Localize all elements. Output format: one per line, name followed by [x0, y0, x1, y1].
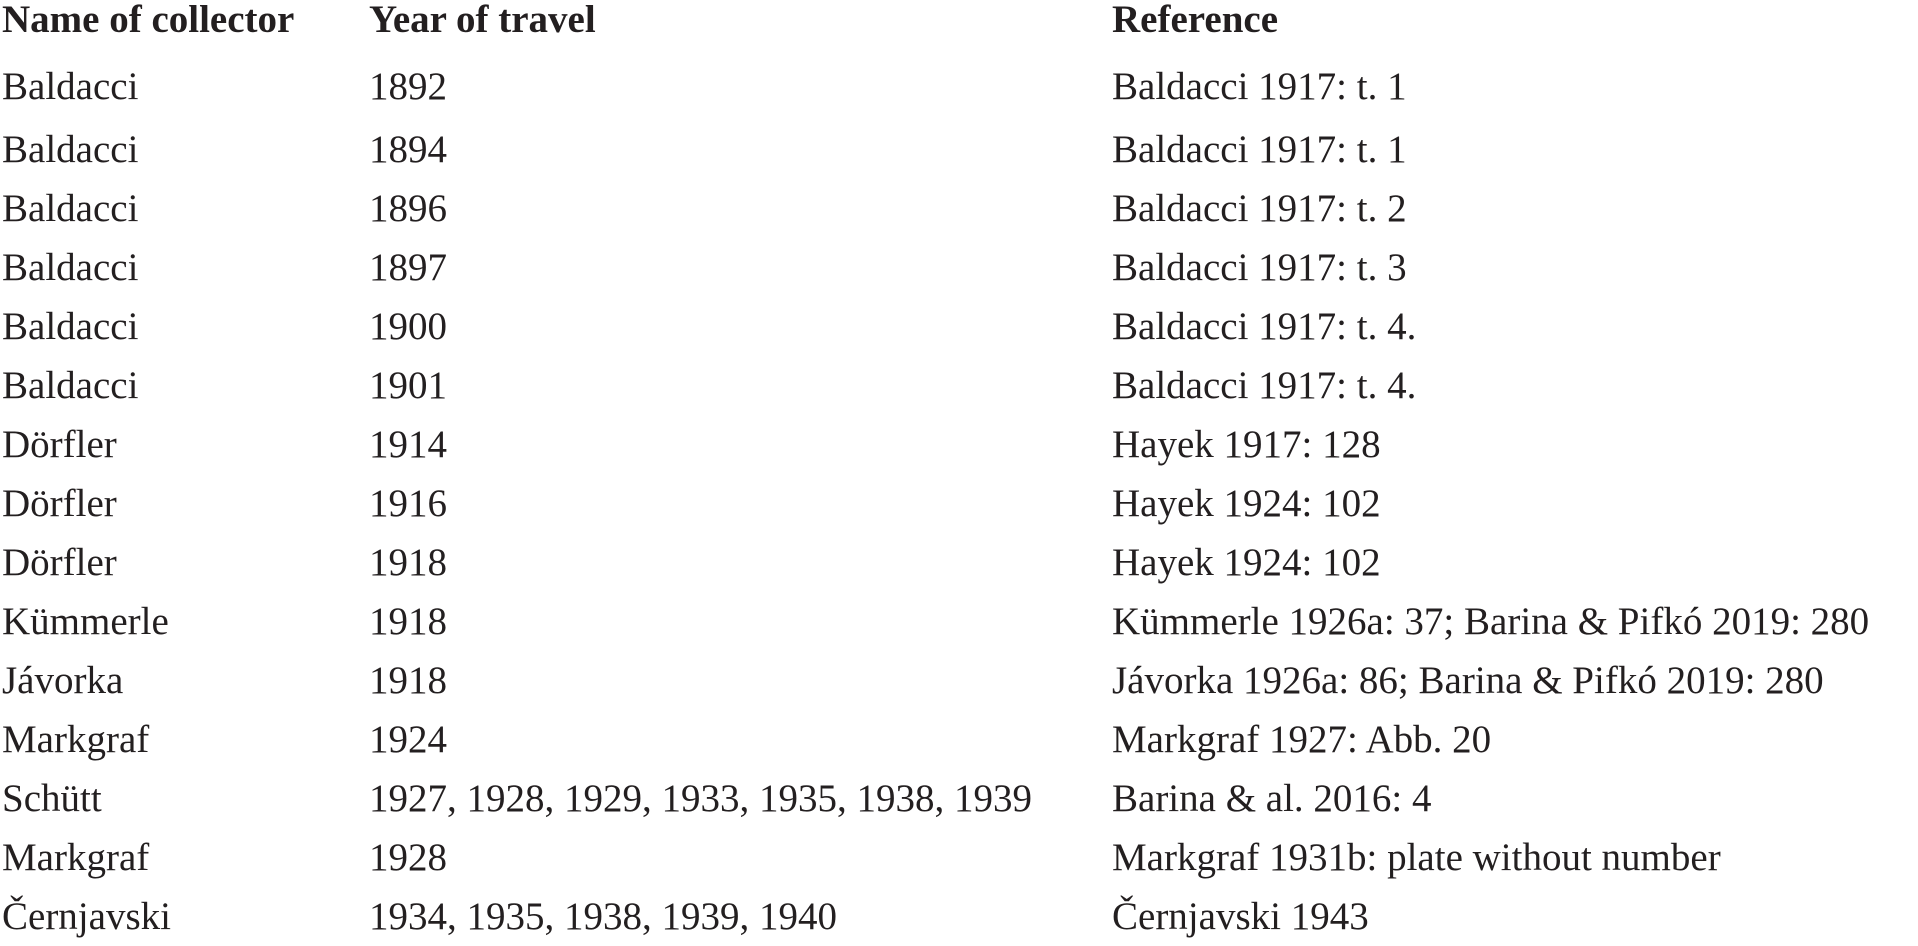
year-cell: 1894 [369, 128, 447, 171]
table-row [2, 39, 1914, 120]
year-cell: 1916 [369, 482, 447, 525]
reference-cell: Hayek 1917: 128 [1112, 423, 1381, 466]
table-row [2, 828, 1914, 887]
year-cell: 1918 [369, 659, 447, 702]
reference-cell: Černjavski 1943 [1112, 895, 1369, 938]
table-header [2, 0, 1914, 39]
reference-cell: Baldacci 1917: t. 1 [1112, 65, 1407, 108]
table-row [2, 769, 1914, 828]
reference-cell: Markgraf 1927: Abb. 20 [1112, 718, 1492, 761]
collector-cell: Markgraf [2, 836, 150, 879]
year-cell: 1901 [369, 364, 447, 407]
reference-cell: Baldacci 1917: t. 4. [1112, 305, 1417, 348]
year-cell: 1897 [369, 246, 447, 289]
reference-cell: Barina & al. 2016: 4 [1112, 777, 1432, 820]
collector-cell: Dörfler [2, 482, 117, 525]
table-row [2, 474, 1914, 533]
table-row [2, 710, 1914, 769]
reference-cell: Baldacci 1917: t. 4. [1112, 364, 1417, 407]
collector-cell: Baldacci [2, 364, 139, 407]
year-cell: 1892 [369, 65, 447, 108]
header-row [2, 0, 1914, 39]
collector-cell: Schütt [2, 777, 102, 820]
collector-cell: Jávorka [2, 659, 124, 702]
collector-cell: Baldacci [2, 128, 139, 171]
reference-cell: Hayek 1924: 102 [1112, 482, 1381, 525]
reference-cell: Jávorka 1926a: 86; Barina & Pifkó 2019: 280 [1112, 659, 1824, 702]
reference-cell: Baldacci 1917: t. 3 [1112, 246, 1407, 289]
header-reference: Reference [1112, 0, 1278, 41]
year-cell: 1928 [369, 836, 447, 879]
collector-cell: Dörfler [2, 541, 117, 584]
collector-cell: Baldacci [2, 187, 139, 230]
table-row [2, 297, 1914, 356]
header-collector: Name of collector [2, 0, 295, 41]
table-row [2, 533, 1914, 592]
table-row [2, 120, 1914, 179]
year-cell: 1896 [369, 187, 447, 230]
table-row [2, 356, 1914, 415]
year-cell: 1900 [369, 305, 447, 348]
reference-cell: Markgraf 1931b: plate without number [1112, 836, 1721, 879]
table-row [2, 651, 1914, 710]
year-cell: 1934, 1935, 1938, 1939, 1940 [369, 895, 837, 938]
year-cell: 1918 [369, 600, 447, 643]
reference-cell: Baldacci 1917: t. 2 [1112, 187, 1407, 230]
year-cell: 1927, 1928, 1929, 1933, 1935, 1938, 1939 [369, 777, 1032, 820]
collector-cell: Baldacci [2, 305, 139, 348]
reference-cell: Hayek 1924: 102 [1112, 541, 1381, 584]
collector-cell: Baldacci [2, 246, 139, 289]
collector-cell: Baldacci [2, 65, 139, 108]
table-row [2, 415, 1914, 474]
table-row [2, 592, 1914, 651]
table-body [2, 39, 1914, 946]
collector-cell: Kümmerle [2, 600, 169, 643]
collector-cell: Černjavski [2, 895, 171, 938]
table-row [2, 238, 1914, 297]
collector-cell: Markgraf [2, 718, 150, 761]
collectors-table [2, 0, 1914, 946]
reference-cell: Kümmerle 1926a: 37; Barina & Pifkó 2019: 280 [1112, 600, 1870, 643]
year-cell: 1914 [369, 423, 447, 466]
collector-cell: Dörfler [2, 423, 117, 466]
table-row [2, 887, 1914, 946]
year-cell: 1918 [369, 541, 447, 584]
header-year: Year of travel [369, 0, 596, 41]
table-row [2, 179, 1914, 238]
year-cell: 1924 [369, 718, 447, 761]
reference-cell: Baldacci 1917: t. 1 [1112, 128, 1407, 171]
